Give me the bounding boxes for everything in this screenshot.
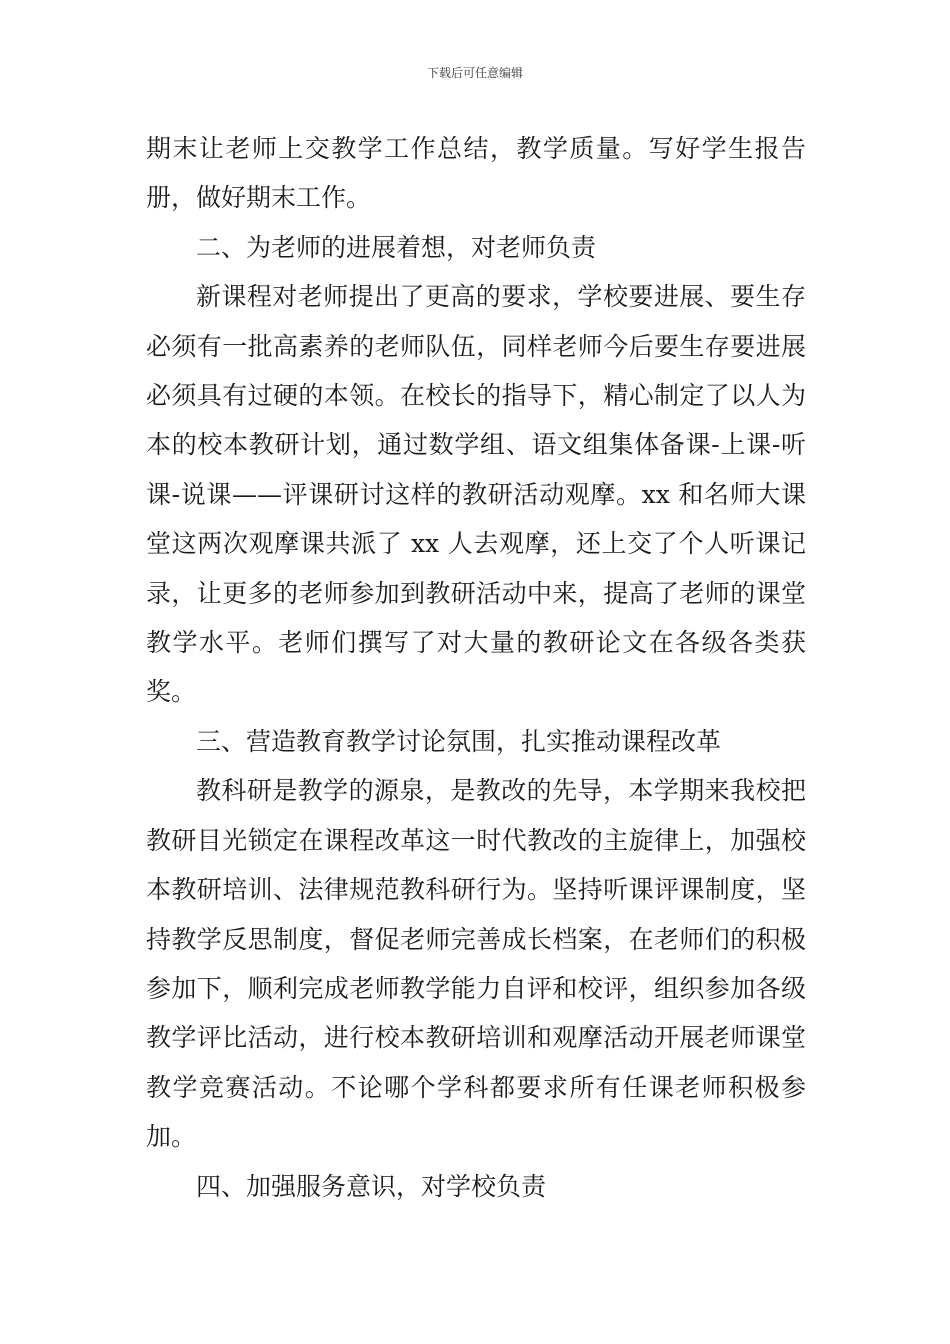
section-heading-4: 四、加强服务意识，对学校负责	[196, 1171, 547, 1201]
page-header-note: 下载后可任意编辑	[426, 66, 523, 80]
section-heading-2: 二、为老师的进展着想，对老师负责	[196, 232, 597, 262]
paragraph-curriculum-reform: 教科研是教学的源泉，是教改的先导，本学期来我校把教研目光锁定在课程改革这一时代教改的主旋律上，加强校本教研培训、法律规范教科研行为。坚持听课评课制度，坚持教学反思制度，督促老师完善成长档案，在老师们的积极参加下，顺利完成老师教学能力自评和校评，组织参加各级教学评比活动，进行校本教研培训和观摩活动开展老师课堂教学竞赛活动。不论哪个学科都要求所有任课老师积极参加。	[146, 776, 806, 1152]
paragraph-teacher-development: 新课程对老师提出了更高的要求，学校要进展、要生存必须有一批高素养的老师队伍，同样老师今后要生存要进展必须具有过硬的本领。在校长的指导下，精心制定了以人为本的校本教研计划，通过数学组、语文组集体备课-上课-听课-说课——评课研讨这样的教研活动观摩。xx 和名师大课堂这两次观摩课共派了 xx 人去观摩，还上交了个人听课记录，让更多的老师参加到教研活动中来，提高了老师的课堂教学水平。老师们撰写了对大量的教研论文在各级各类获奖。	[146, 282, 806, 707]
document-body	[146, 124, 806, 1211]
paragraph-exam-work: 期末让老师上交教学工作总结，教学质量。写好学生报告册，做好期末工作。	[146, 134, 806, 213]
section-heading-3: 三、营造教育教学讨论氛围，扎实推动课程改革	[196, 726, 722, 756]
